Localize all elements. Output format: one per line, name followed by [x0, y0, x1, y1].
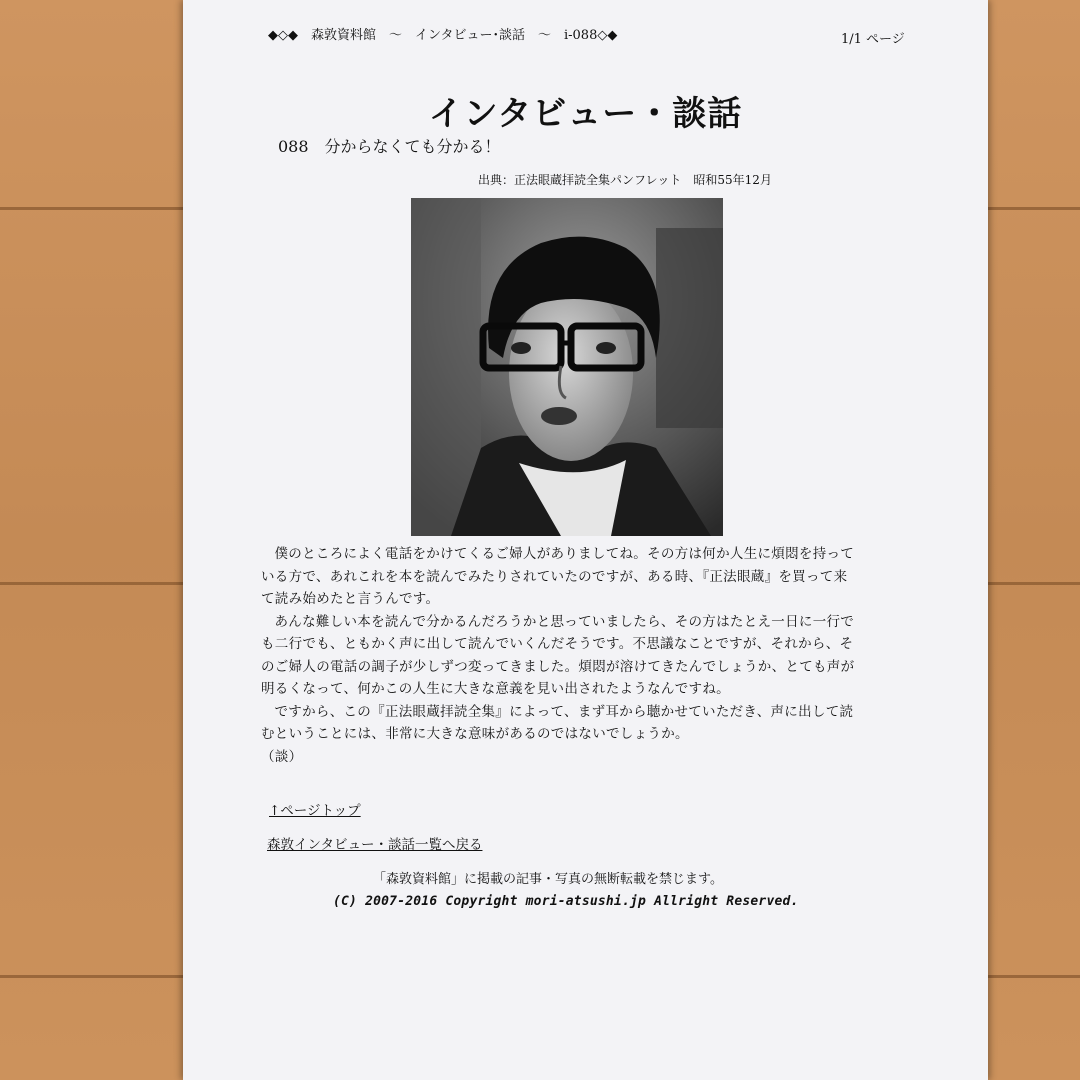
article-paragraph: 僕のところによく電話をかけてくるご婦人がありましてね。その方は何か人生に煩悶を持っている方で、あれこれを本を読んでみたりされていたのですが、ある時、『正法眼蔵』を買って来て読み始めたと言うんです。: [261, 546, 855, 607]
article-paragraph: あんな難しい本を読んで分かるんだろうかと思っていましたら、その方はたとえ一日に一行でも二行でも、ともかく声に出して読んでいくんだそうです。不思議なことですが、それから、そのご婦人の電話の調子が少しずつ変ってきました。煩悶が溶けてきたんでしょうか、とても声が明るくなって、何かこの人生に大きな意義を見い出されたようなんですね。: [261, 613, 855, 697]
breadcrumb: ◆◇◆ 森敦資料館 ～ インタビュー･談話 ～ i-088◇◆: [268, 28, 618, 43]
article-number-title: 088 分からなくても分かる！: [278, 137, 501, 156]
copyright-notice: 「森敦資料館」に掲載の記事・写真の無断転載を禁じます。: [373, 872, 723, 887]
printed-page: [183, 0, 988, 1080]
back-to-list-link[interactable]: 森敦インタビュー・談話一覧へ戻る: [267, 837, 483, 853]
article-source: 出典：正法眼蔵拝読全集パンフレット 昭和55年12月: [478, 173, 772, 187]
page-indicator: 1/1 ページ: [841, 32, 905, 47]
page-top-link[interactable]: ↑ページトップ: [269, 803, 361, 819]
article-paragraph: ですから、この『正法眼蔵拝読全集』によって、まず耳から聴かせていただき、声に出して読むということには、非常に大きな意味があるのではないでしょうか。: [261, 703, 854, 742]
article-body: [261, 543, 861, 768]
portrait-photo: [411, 198, 723, 536]
article-signature: （談）: [261, 748, 303, 765]
copyright-line: (C) 2007-2016 Copyright mori-atsushi.jp Allright Reserved.: [333, 894, 799, 909]
page-title: インタビュー・談話: [428, 94, 743, 134]
